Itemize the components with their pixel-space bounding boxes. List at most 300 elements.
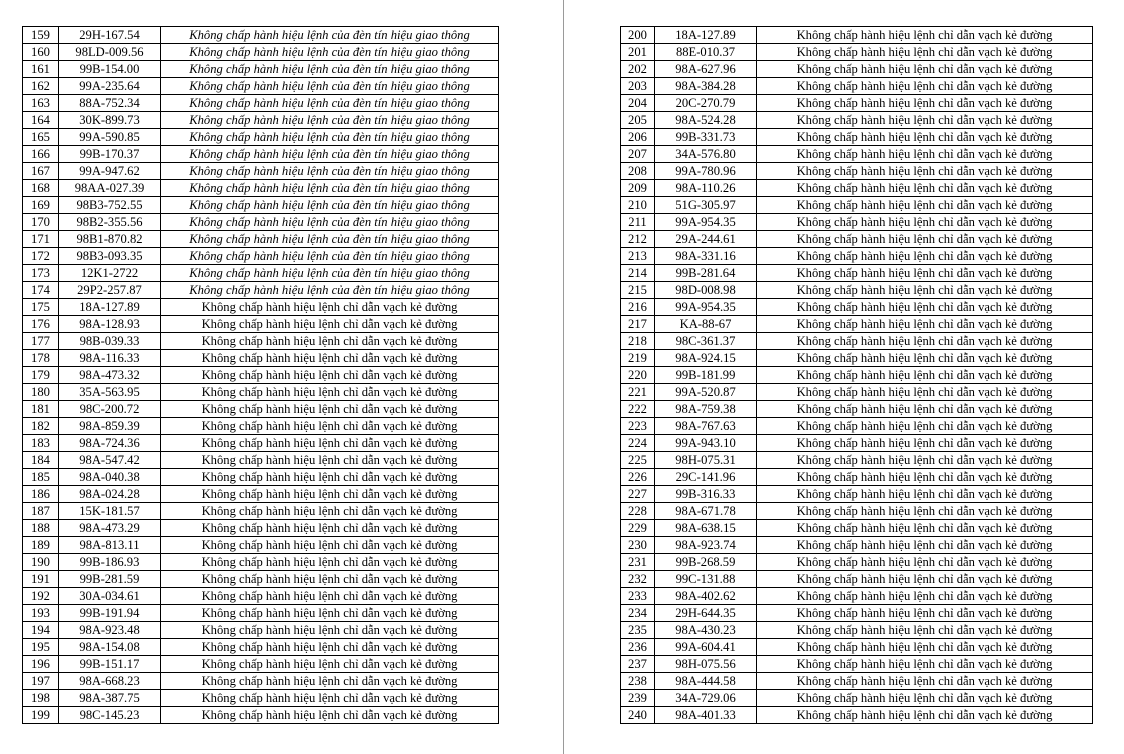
table-row	[621, 112, 1093, 129]
table-row	[23, 78, 499, 95]
table-row	[621, 78, 1093, 95]
table-row	[621, 163, 1093, 180]
license-plate-cell: 98B2-355.56	[59, 214, 161, 231]
violation-cell: Không chấp hành hiệu lệnh của đèn tín hiệu giao thông	[161, 27, 499, 44]
row-number-cell: 209	[621, 180, 655, 197]
violation-cell: Không chấp hành hiệu lệnh chỉ dẫn vạch kẻ đường	[161, 435, 499, 452]
violation-cell: Không chấp hành hiệu lệnh chỉ dẫn vạch kẻ đường	[161, 554, 499, 571]
row-number-cell: 237	[621, 656, 655, 673]
violation-cell: Không chấp hành hiệu lệnh chỉ dẫn vạch kẻ đường	[161, 639, 499, 656]
violation-cell: Không chấp hành hiệu lệnh của đèn tín hiệu giao thông	[161, 112, 499, 129]
license-plate-cell: 30A-034.61	[59, 588, 161, 605]
row-number-cell: 230	[621, 537, 655, 554]
license-plate-cell: 98A-110.26	[655, 180, 757, 197]
row-number-cell: 231	[621, 554, 655, 571]
license-plate-cell: 98A-473.32	[59, 367, 161, 384]
row-number-cell: 164	[23, 112, 59, 129]
license-plate-cell: 98A-638.15	[655, 520, 757, 537]
license-plate-cell: 99A-954.35	[655, 299, 757, 316]
table-row	[621, 129, 1093, 146]
license-plate-cell: 98A-923.74	[655, 537, 757, 554]
row-number-cell: 232	[621, 571, 655, 588]
violation-cell: Không chấp hành hiệu lệnh của đèn tín hiệu giao thông	[161, 146, 499, 163]
row-number-cell: 186	[23, 486, 59, 503]
violation-cell: Không chấp hành hiệu lệnh của đèn tín hiệu giao thông	[161, 214, 499, 231]
table-row	[621, 231, 1093, 248]
table-row	[23, 418, 499, 435]
row-number-cell: 185	[23, 469, 59, 486]
license-plate-cell: 98C-200.72	[59, 401, 161, 418]
violation-cell: Không chấp hành hiệu lệnh của đèn tín hiệu giao thông	[161, 61, 499, 78]
violation-cell: Không chấp hành hiệu lệnh chỉ dẫn vạch kẻ đường	[757, 707, 1093, 724]
row-number-cell: 200	[621, 27, 655, 44]
table-row	[621, 265, 1093, 282]
violation-cell: Không chấp hành hiệu lệnh chỉ dẫn vạch kẻ đường	[161, 520, 499, 537]
license-plate-cell: 51G-305.97	[655, 197, 757, 214]
violation-cell: Không chấp hành hiệu lệnh chỉ dẫn vạch kẻ đường	[161, 469, 499, 486]
violation-cell: Không chấp hành hiệu lệnh chỉ dẫn vạch kẻ đường	[757, 605, 1093, 622]
row-number-cell: 204	[621, 95, 655, 112]
row-number-cell: 192	[23, 588, 59, 605]
violation-cell: Không chấp hành hiệu lệnh của đèn tín hiệu giao thông	[161, 129, 499, 146]
violation-cell: Không chấp hành hiệu lệnh chỉ dẫn vạch kẻ đường	[757, 690, 1093, 707]
violation-cell: Không chấp hành hiệu lệnh chỉ dẫn vạch kẻ đường	[757, 435, 1093, 452]
table-row	[23, 316, 499, 333]
row-number-cell: 190	[23, 554, 59, 571]
license-plate-cell: 99B-186.93	[59, 554, 161, 571]
violation-cell: Không chấp hành hiệu lệnh chỉ dẫn vạch kẻ đường	[757, 78, 1093, 95]
license-plate-cell: 98B1-870.82	[59, 231, 161, 248]
row-number-cell: 162	[23, 78, 59, 95]
row-number-cell: 240	[621, 707, 655, 724]
violation-cell: Không chấp hành hiệu lệnh chỉ dẫn vạch kẻ đường	[757, 214, 1093, 231]
row-number-cell: 161	[23, 61, 59, 78]
license-plate-cell: 98A-813.11	[59, 537, 161, 554]
violations-table-left-body	[23, 27, 499, 724]
row-number-cell: 198	[23, 690, 59, 707]
table-row	[621, 571, 1093, 588]
license-plate-cell: 98A-759.38	[655, 401, 757, 418]
table-row	[23, 146, 499, 163]
violation-cell: Không chấp hành hiệu lệnh chỉ dẫn vạch kẻ đường	[757, 44, 1093, 61]
table-row	[621, 401, 1093, 418]
row-number-cell: 188	[23, 520, 59, 537]
license-plate-cell: 98A-154.08	[59, 639, 161, 656]
table-row	[621, 146, 1093, 163]
license-plate-cell: 98A-331.16	[655, 248, 757, 265]
violation-cell: Không chấp hành hiệu lệnh chỉ dẫn vạch kẻ đường	[757, 554, 1093, 571]
row-number-cell: 227	[621, 486, 655, 503]
table-row	[23, 180, 499, 197]
violation-cell: Không chấp hành hiệu lệnh chỉ dẫn vạch kẻ đường	[757, 112, 1093, 129]
table-row	[23, 129, 499, 146]
table-row	[23, 350, 499, 367]
table-row	[23, 214, 499, 231]
license-plate-cell: 29H-644.35	[655, 605, 757, 622]
violation-cell: Không chấp hành hiệu lệnh chỉ dẫn vạch kẻ đường	[757, 231, 1093, 248]
row-number-cell: 174	[23, 282, 59, 299]
license-plate-cell: 99A-520.87	[655, 384, 757, 401]
license-plate-cell: 34A-576.80	[655, 146, 757, 163]
table-row	[23, 486, 499, 503]
row-number-cell: 182	[23, 418, 59, 435]
license-plate-cell: 30K-899.73	[59, 112, 161, 129]
table-row	[23, 299, 499, 316]
license-plate-cell: 98H-075.31	[655, 452, 757, 469]
row-number-cell: 214	[621, 265, 655, 282]
violation-cell: Không chấp hành hiệu lệnh chỉ dẫn vạch kẻ đường	[757, 146, 1093, 163]
row-number-cell: 195	[23, 639, 59, 656]
table-row	[23, 554, 499, 571]
row-number-cell: 180	[23, 384, 59, 401]
license-plate-cell: 98LD-009.56	[59, 44, 161, 61]
table-row	[621, 554, 1093, 571]
row-number-cell: 183	[23, 435, 59, 452]
table-row	[23, 622, 499, 639]
license-plate-cell: 98H-075.56	[655, 656, 757, 673]
table-row	[23, 282, 499, 299]
table-row	[23, 367, 499, 384]
row-number-cell: 163	[23, 95, 59, 112]
table-row	[23, 435, 499, 452]
table-row	[621, 248, 1093, 265]
violation-cell: Không chấp hành hiệu lệnh của đèn tín hiệu giao thông	[161, 180, 499, 197]
license-plate-cell: 99A-954.35	[655, 214, 757, 231]
license-plate-cell: 98A-524.28	[655, 112, 757, 129]
license-plate-cell: 98C-145.23	[59, 707, 161, 724]
violation-cell: Không chấp hành hiệu lệnh của đèn tín hiệu giao thông	[161, 78, 499, 95]
table-row	[23, 44, 499, 61]
violation-cell: Không chấp hành hiệu lệnh chỉ dẫn vạch kẻ đường	[757, 299, 1093, 316]
license-plate-cell: 98A-767.63	[655, 418, 757, 435]
violation-cell: Không chấp hành hiệu lệnh chỉ dẫn vạch kẻ đường	[161, 486, 499, 503]
violation-cell: Không chấp hành hiệu lệnh chỉ dẫn vạch kẻ đường	[161, 299, 499, 316]
row-number-cell: 165	[23, 129, 59, 146]
violation-cell: Không chấp hành hiệu lệnh chỉ dẫn vạch kẻ đường	[161, 350, 499, 367]
license-plate-cell: KA-88-67	[655, 316, 757, 333]
table-row	[23, 469, 499, 486]
license-plate-cell: 98A-724.36	[59, 435, 161, 452]
violation-cell: Không chấp hành hiệu lệnh chỉ dẫn vạch kẻ đường	[757, 129, 1093, 146]
license-plate-cell: 98A-444.58	[655, 673, 757, 690]
violation-cell: Không chấp hành hiệu lệnh chỉ dẫn vạch kẻ đường	[757, 622, 1093, 639]
license-plate-cell: 98A-671.78	[655, 503, 757, 520]
table-row	[23, 197, 499, 214]
row-number-cell: 215	[621, 282, 655, 299]
table-row	[23, 112, 499, 129]
violation-cell: Không chấp hành hiệu lệnh chỉ dẫn vạch kẻ đường	[161, 367, 499, 384]
violation-cell: Không chấp hành hiệu lệnh chỉ dẫn vạch kẻ đường	[161, 656, 499, 673]
license-plate-cell: 99A-590.85	[59, 129, 161, 146]
table-row	[621, 95, 1093, 112]
table-row	[621, 367, 1093, 384]
page-divider	[563, 0, 564, 754]
license-plate-cell: 18A-127.89	[655, 27, 757, 44]
violation-cell: Không chấp hành hiệu lệnh chỉ dẫn vạch kẻ đường	[161, 690, 499, 707]
table-row	[23, 520, 499, 537]
row-number-cell: 175	[23, 299, 59, 316]
table-row	[621, 44, 1093, 61]
license-plate-cell: 18A-127.89	[59, 299, 161, 316]
table-row	[23, 384, 499, 401]
table-row	[621, 180, 1093, 197]
violation-cell: Không chấp hành hiệu lệnh chỉ dẫn vạch kẻ đường	[757, 282, 1093, 299]
table-row	[23, 656, 499, 673]
row-number-cell: 172	[23, 248, 59, 265]
row-number-cell: 173	[23, 265, 59, 282]
violation-cell: Không chấp hành hiệu lệnh chỉ dẫn vạch kẻ đường	[161, 622, 499, 639]
row-number-cell: 194	[23, 622, 59, 639]
license-plate-cell: 99B-281.59	[59, 571, 161, 588]
violation-cell: Không chấp hành hiệu lệnh chỉ dẫn vạch kẻ đường	[757, 486, 1093, 503]
row-number-cell: 210	[621, 197, 655, 214]
row-number-cell: 235	[621, 622, 655, 639]
license-plate-cell: 98B3-093.35	[59, 248, 161, 265]
violation-cell: Không chấp hành hiệu lệnh chỉ dẫn vạch kẻ đường	[757, 571, 1093, 588]
license-plate-cell: 98AA-027.39	[59, 180, 161, 197]
table-row	[23, 537, 499, 554]
row-number-cell: 222	[621, 401, 655, 418]
table-row	[23, 588, 499, 605]
table-row	[621, 588, 1093, 605]
license-plate-cell: 99B-191.94	[59, 605, 161, 622]
table-row	[621, 197, 1093, 214]
table-row	[621, 486, 1093, 503]
row-number-cell: 205	[621, 112, 655, 129]
violation-cell: Không chấp hành hiệu lệnh chỉ dẫn vạch kẻ đường	[161, 316, 499, 333]
violation-cell: Không chấp hành hiệu lệnh chỉ dẫn vạch kẻ đường	[757, 418, 1093, 435]
row-number-cell: 177	[23, 333, 59, 350]
violation-cell: Không chấp hành hiệu lệnh chỉ dẫn vạch kẻ đường	[161, 588, 499, 605]
license-plate-cell: 98A-627.96	[655, 61, 757, 78]
table-row	[621, 384, 1093, 401]
violation-cell: Không chấp hành hiệu lệnh chỉ dẫn vạch kẻ đường	[161, 384, 499, 401]
row-number-cell: 197	[23, 673, 59, 690]
row-number-cell: 226	[621, 469, 655, 486]
license-plate-cell: 98A-473.29	[59, 520, 161, 537]
license-plate-cell: 99A-780.96	[655, 163, 757, 180]
row-number-cell: 179	[23, 367, 59, 384]
row-number-cell: 224	[621, 435, 655, 452]
table-row	[23, 61, 499, 78]
row-number-cell: 213	[621, 248, 655, 265]
row-number-cell: 219	[621, 350, 655, 367]
violation-cell: Không chấp hành hiệu lệnh chỉ dẫn vạch kẻ đường	[757, 469, 1093, 486]
row-number-cell: 170	[23, 214, 59, 231]
license-plate-cell: 98A-430.23	[655, 622, 757, 639]
row-number-cell: 171	[23, 231, 59, 248]
violation-cell: Không chấp hành hiệu lệnh chỉ dẫn vạch kẻ đường	[161, 537, 499, 554]
violation-cell: Không chấp hành hiệu lệnh của đèn tín hiệu giao thông	[161, 197, 499, 214]
table-row	[621, 350, 1093, 367]
license-plate-cell: 15K-181.57	[59, 503, 161, 520]
license-plate-cell: 98A-401.33	[655, 707, 757, 724]
table-row	[621, 605, 1093, 622]
table-row	[621, 282, 1093, 299]
table-row	[621, 520, 1093, 537]
row-number-cell: 206	[621, 129, 655, 146]
license-plate-cell: 35A-563.95	[59, 384, 161, 401]
row-number-cell: 199	[23, 707, 59, 724]
row-number-cell: 187	[23, 503, 59, 520]
violation-cell: Không chấp hành hiệu lệnh chỉ dẫn vạch kẻ đường	[757, 197, 1093, 214]
violation-cell: Không chấp hành hiệu lệnh chỉ dẫn vạch kẻ đường	[757, 401, 1093, 418]
row-number-cell: 191	[23, 571, 59, 588]
table-row	[23, 639, 499, 656]
license-plate-cell: 98A-402.62	[655, 588, 757, 605]
row-number-cell: 181	[23, 401, 59, 418]
violation-cell: Không chấp hành hiệu lệnh chỉ dẫn vạch kẻ đường	[757, 248, 1093, 265]
violation-cell: Không chấp hành hiệu lệnh chỉ dẫn vạch kẻ đường	[757, 588, 1093, 605]
license-plate-cell: 12K1-2722	[59, 265, 161, 282]
license-plate-cell: 99B-151.17	[59, 656, 161, 673]
row-number-cell: 238	[621, 673, 655, 690]
violation-cell: Không chấp hành hiệu lệnh chỉ dẫn vạch kẻ đường	[161, 503, 499, 520]
row-number-cell: 160	[23, 44, 59, 61]
license-plate-cell: 99C-131.88	[655, 571, 757, 588]
row-number-cell: 216	[621, 299, 655, 316]
violation-cell: Không chấp hành hiệu lệnh của đèn tín hiệu giao thông	[161, 231, 499, 248]
violation-cell: Không chấp hành hiệu lệnh của đèn tín hiệu giao thông	[161, 44, 499, 61]
row-number-cell: 178	[23, 350, 59, 367]
violation-cell: Không chấp hành hiệu lệnh chỉ dẫn vạch kẻ đường	[757, 367, 1093, 384]
violation-cell: Không chấp hành hiệu lệnh chỉ dẫn vạch kẻ đường	[757, 656, 1093, 673]
violation-cell: Không chấp hành hiệu lệnh chỉ dẫn vạch kẻ đường	[757, 673, 1093, 690]
table-row	[621, 656, 1093, 673]
license-plate-cell: 99A-604.41	[655, 639, 757, 656]
row-number-cell: 193	[23, 605, 59, 622]
license-plate-cell: 99A-235.64	[59, 78, 161, 95]
violation-cell: Không chấp hành hiệu lệnh chỉ dẫn vạch kẻ đường	[757, 180, 1093, 197]
license-plate-cell: 98A-128.93	[59, 316, 161, 333]
license-plate-cell: 98A-924.15	[655, 350, 757, 367]
table-row	[621, 299, 1093, 316]
table-row	[23, 248, 499, 265]
row-number-cell: 220	[621, 367, 655, 384]
license-plate-cell: 98B-039.33	[59, 333, 161, 350]
row-number-cell: 234	[621, 605, 655, 622]
license-plate-cell: 98A-384.28	[655, 78, 757, 95]
row-number-cell: 189	[23, 537, 59, 554]
row-number-cell: 233	[621, 588, 655, 605]
license-plate-cell: 99B-170.37	[59, 146, 161, 163]
row-number-cell: 167	[23, 163, 59, 180]
table-row	[621, 707, 1093, 724]
license-plate-cell: 99B-181.99	[655, 367, 757, 384]
table-row	[23, 95, 499, 112]
table-row	[23, 231, 499, 248]
table-row	[23, 690, 499, 707]
license-plate-cell: 99B-316.33	[655, 486, 757, 503]
violation-cell: Không chấp hành hiệu lệnh chỉ dẫn vạch kẻ đường	[757, 163, 1093, 180]
row-number-cell: 228	[621, 503, 655, 520]
violation-cell: Không chấp hành hiệu lệnh chỉ dẫn vạch kẻ đường	[161, 605, 499, 622]
row-number-cell: 168	[23, 180, 59, 197]
table-row	[621, 27, 1093, 44]
row-number-cell: 159	[23, 27, 59, 44]
table-row	[621, 503, 1093, 520]
violation-cell: Không chấp hành hiệu lệnh chỉ dẫn vạch kẻ đường	[161, 707, 499, 724]
license-plate-cell: 20C-270.79	[655, 95, 757, 112]
violation-cell: Không chấp hành hiệu lệnh chỉ dẫn vạch kẻ đường	[757, 452, 1093, 469]
violation-cell: Không chấp hành hiệu lệnh của đèn tín hiệu giao thông	[161, 282, 499, 299]
violation-cell: Không chấp hành hiệu lệnh chỉ dẫn vạch kẻ đường	[161, 673, 499, 690]
row-number-cell: 201	[621, 44, 655, 61]
license-plate-cell: 98A-859.39	[59, 418, 161, 435]
table-row	[621, 316, 1093, 333]
license-plate-cell: 34A-729.06	[655, 690, 757, 707]
row-number-cell: 196	[23, 656, 59, 673]
table-row	[23, 265, 499, 282]
violation-cell: Không chấp hành hiệu lệnh chỉ dẫn vạch kẻ đường	[757, 316, 1093, 333]
violation-cell: Không chấp hành hiệu lệnh chỉ dẫn vạch kẻ đường	[161, 333, 499, 350]
row-number-cell: 229	[621, 520, 655, 537]
row-number-cell: 236	[621, 639, 655, 656]
license-plate-cell: 98A-923.48	[59, 622, 161, 639]
violation-cell: Không chấp hành hiệu lệnh chỉ dẫn vạch kẻ đường	[757, 639, 1093, 656]
table-row	[621, 622, 1093, 639]
violation-cell: Không chấp hành hiệu lệnh chỉ dẫn vạch kẻ đường	[757, 520, 1093, 537]
table-row	[23, 571, 499, 588]
row-number-cell: 221	[621, 384, 655, 401]
license-plate-cell: 99B-331.73	[655, 129, 757, 146]
table-row	[621, 690, 1093, 707]
table-row	[23, 27, 499, 44]
row-number-cell: 207	[621, 146, 655, 163]
license-plate-cell: 98B3-752.55	[59, 197, 161, 214]
row-number-cell: 211	[621, 214, 655, 231]
row-number-cell: 208	[621, 163, 655, 180]
row-number-cell: 212	[621, 231, 655, 248]
table-row	[23, 401, 499, 418]
license-plate-cell: 99A-943.10	[655, 435, 757, 452]
license-plate-cell: 29H-167.54	[59, 27, 161, 44]
table-row	[621, 214, 1093, 231]
license-plate-cell: 98A-040.38	[59, 469, 161, 486]
table-row	[23, 503, 499, 520]
row-number-cell: 202	[621, 61, 655, 78]
license-plate-cell: 99B-268.59	[655, 554, 757, 571]
license-plate-cell: 99B-154.00	[59, 61, 161, 78]
license-plate-cell: 29C-141.96	[655, 469, 757, 486]
row-number-cell: 218	[621, 333, 655, 350]
violation-cell: Không chấp hành hiệu lệnh của đèn tín hiệu giao thông	[161, 163, 499, 180]
violation-cell: Không chấp hành hiệu lệnh chỉ dẫn vạch kẻ đường	[161, 418, 499, 435]
license-plate-cell: 29A-244.61	[655, 231, 757, 248]
violation-cell: Không chấp hành hiệu lệnh chỉ dẫn vạch kẻ đường	[757, 265, 1093, 282]
violation-cell: Không chấp hành hiệu lệnh chỉ dẫn vạch kẻ đường	[757, 537, 1093, 554]
row-number-cell: 169	[23, 197, 59, 214]
violations-table-left	[22, 26, 499, 724]
violation-cell: Không chấp hành hiệu lệnh chỉ dẫn vạch kẻ đường	[161, 571, 499, 588]
table-row	[621, 469, 1093, 486]
table-row	[23, 452, 499, 469]
violation-cell: Không chấp hành hiệu lệnh chỉ dẫn vạch kẻ đường	[161, 452, 499, 469]
table-row	[621, 452, 1093, 469]
violation-cell: Không chấp hành hiệu lệnh của đèn tín hiệu giao thông	[161, 265, 499, 282]
table-row	[23, 707, 499, 724]
violation-cell: Không chấp hành hiệu lệnh chỉ dẫn vạch kẻ đường	[757, 503, 1093, 520]
violation-cell: Không chấp hành hiệu lệnh chỉ dẫn vạch kẻ đường	[757, 350, 1093, 367]
table-row	[621, 639, 1093, 656]
violation-cell: Không chấp hành hiệu lệnh chỉ dẫn vạch kẻ đường	[757, 27, 1093, 44]
license-plate-cell: 98A-387.75	[59, 690, 161, 707]
table-row	[621, 435, 1093, 452]
license-plate-cell: 98D-008.98	[655, 282, 757, 299]
row-number-cell: 239	[621, 690, 655, 707]
license-plate-cell: 98A-547.42	[59, 452, 161, 469]
license-plate-cell: 98C-361.37	[655, 333, 757, 350]
